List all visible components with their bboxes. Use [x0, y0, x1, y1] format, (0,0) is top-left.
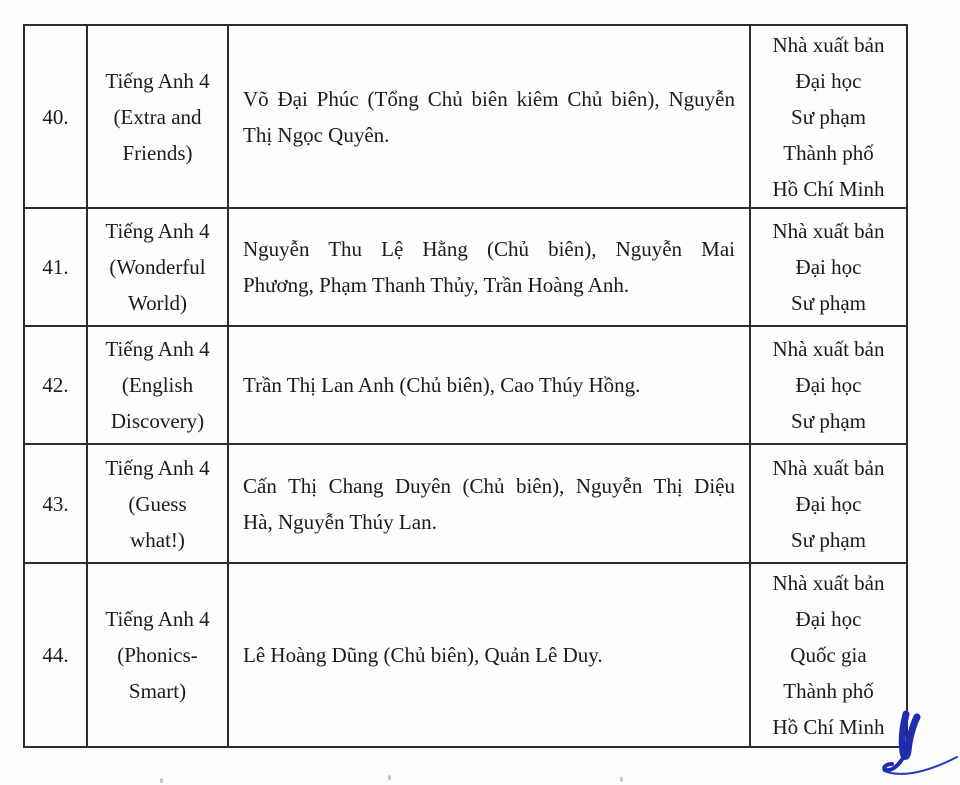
scan-speck [160, 778, 163, 783]
publisher-line: Thành phố [783, 140, 874, 165]
publisher-line: Hồ Chí Minh [772, 715, 885, 739]
row-number-cell [25, 327, 86, 443]
publisher-line: Thành phố [783, 679, 874, 703]
book-title-cell [86, 26, 227, 207]
authors-cell [227, 26, 749, 207]
book-title-line: (Phonics- [117, 643, 198, 667]
authors-cell [227, 564, 749, 746]
table-row [25, 443, 906, 562]
book-title-line: (English [121, 373, 194, 397]
book-title-line: Tiếng Anh 4 [105, 607, 210, 631]
row-number-cell [25, 445, 86, 562]
publisher-line: Nhà xuất bản [772, 571, 885, 595]
authors-line: Trần Thị Lan Anh (Chủ biên), Cao Thúy Hồng. [243, 373, 641, 397]
publisher-line: Sư phạm [791, 409, 866, 433]
publisher-line: Nhà xuất bản [772, 219, 885, 243]
book-title-line: Tiếng Anh 4 [105, 219, 210, 243]
publisher-cell [749, 327, 906, 443]
book-title-cell [86, 445, 227, 562]
scan-speck [388, 775, 391, 780]
book-title-line: (Guess [128, 491, 187, 516]
row-number-cell [25, 209, 86, 325]
publisher-line: Sư phạm [791, 527, 866, 552]
table-row [25, 26, 906, 207]
book-title-line: (Extra and [113, 104, 202, 129]
publisher-line: Đại học [795, 491, 862, 516]
authors-line: Hà, Nguyễn Thúy Lan. [243, 509, 437, 534]
publisher-line: Hồ Chí Minh [772, 176, 885, 201]
table-row [25, 325, 906, 443]
publisher-line: Sư phạm [791, 104, 866, 129]
table-row [25, 207, 906, 325]
pen-mark-icon [872, 710, 960, 785]
authors-line: Võ Đại Phúc (Tổng Chủ biên kiêm Chủ biên), Nguyễn [243, 86, 735, 111]
row-number-cell [25, 26, 86, 207]
authors-cell [227, 327, 749, 443]
book-title-cell [86, 209, 227, 325]
row-number: 41. [42, 255, 69, 279]
book-title-line: Friends) [122, 140, 193, 165]
row-number: 40. [42, 104, 69, 129]
publisher-cell [749, 209, 906, 325]
publisher-line: Quốc gia [790, 643, 867, 667]
book-title-line: Tiếng Anh 4 [105, 337, 210, 361]
book-title-line: what!) [130, 527, 185, 552]
book-title-line: (Wonderful [109, 255, 206, 279]
publisher-line: Nhà xuất bản [772, 455, 885, 480]
publisher-line: Nhà xuất bản [772, 32, 885, 57]
table-row [25, 562, 906, 746]
publisher-cell [749, 445, 906, 562]
book-title-line: Tiếng Anh 4 [105, 68, 210, 93]
authors-cell [227, 209, 749, 325]
row-number: 42. [42, 373, 69, 397]
publisher-line: Nhà xuất bản [772, 337, 885, 361]
row-number: 43. [42, 491, 69, 516]
publisher-line: Đại học [795, 255, 862, 279]
authors-line: Lê Hoàng Dũng (Chủ biên), Quản Lê Duy. [243, 643, 603, 667]
authors-line: Thị Ngọc Quyên. [243, 122, 390, 147]
authors-line: Cấn Thị Chang Duyên (Chủ biên), Nguyễn Thị Diệu [243, 473, 735, 498]
row-number-cell [25, 564, 86, 746]
authors-line: Phương, Phạm Thanh Thủy, Trần Hoàng Anh. [243, 273, 630, 297]
authors-line: Nguyễn Thu Lệ Hằng (Chủ biên), Nguyễn Mai [243, 237, 735, 261]
book-title-line: World) [128, 291, 187, 315]
publisher-line: Đại học [795, 607, 862, 631]
book-title-cell [86, 327, 227, 443]
publisher-line: Sư phạm [791, 291, 866, 315]
scan-speck [620, 777, 623, 782]
textbook-table [23, 24, 908, 748]
publisher-cell [749, 26, 906, 207]
authors-cell [227, 445, 749, 562]
row-number: 44. [42, 643, 69, 667]
publisher-line: Đại học [795, 68, 862, 93]
book-title-line: Discovery) [110, 409, 205, 433]
book-title-line: Smart) [128, 679, 187, 703]
publisher-line: Đại học [795, 373, 862, 397]
book-title-cell [86, 564, 227, 746]
book-title-line: Tiếng Anh 4 [105, 455, 210, 480]
